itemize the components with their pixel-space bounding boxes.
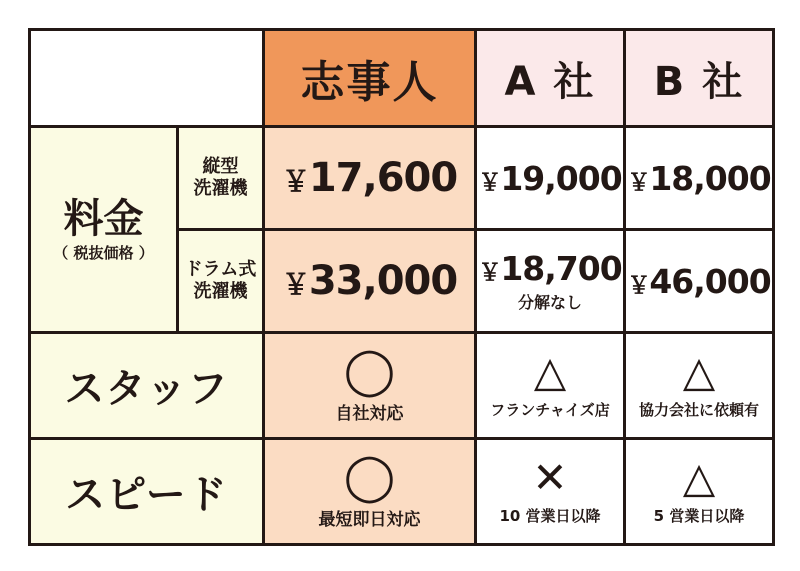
price-number: 17,600 [308,155,458,201]
category-fee-label: 料金 [63,195,144,242]
price-b-vertical [625,127,774,230]
yen-symbol: ￥ [627,169,650,196]
yen-symbol: ￥ [478,260,501,286]
table-row [30,333,774,439]
price-a-drum-note: 分解なし [517,293,582,312]
price-a-drum [476,230,625,333]
staff-main-note: 自社対応 [335,404,404,424]
yen-symbol: ￥ [281,268,309,301]
price-main-vertical-value [282,155,457,201]
speed-b-note: 5 営業日以降 [653,507,745,525]
subcategory-drum-washer [178,230,264,333]
category-staff: スタッフ [30,333,264,439]
price-number: 33,000 [308,258,458,304]
price-main-vertical [264,127,476,230]
speed-main-note: 最短即日対応 [318,510,421,530]
staff-b-note: 協力会社に依頼有 [638,401,759,419]
staff-a-note: フランチャイズ店 [490,401,610,419]
price-b-vertical-value [627,159,770,198]
price-number: 18,000 [649,158,771,198]
triangle-icon: △ [682,347,716,396]
subcategory-line-2: 洗濯機 [193,178,248,199]
category-fee-note: （ 税抜価格 ） [53,243,154,262]
price-main-drum [264,230,476,333]
circle-icon: ◯ [343,449,396,503]
speed-b-cell [625,439,774,545]
staff-a-cell [476,333,625,439]
category-speed: スピード [30,439,264,545]
speed-main-cell [264,439,476,545]
price-a-vertical-value [478,159,621,198]
subcategory-line-1: 縦型 [202,156,239,178]
speed-a-note: 10 営業日以降 [499,507,601,525]
yen-symbol: ￥ [281,165,309,198]
price-a-drum-value [478,249,621,288]
speed-a-cell [476,439,625,545]
header-main-company: 志事人 [264,30,476,127]
price-number: 18,700 [500,249,622,288]
subcategory-line-2: 洗濯機 [193,281,248,302]
staff-b-cell [625,333,774,439]
yen-symbol: ￥ [627,272,650,299]
staff-main-cell [264,333,476,439]
subcategory-vertical-washer [178,127,264,230]
category-fee [30,127,178,333]
subcategory-line-1: ドラム式 [184,259,257,281]
header-company-a: A 社 [476,30,625,127]
header-company-b: B 社 [625,30,774,127]
comparison-table [28,28,775,546]
price-number: 46,000 [649,261,771,301]
triangle-icon: △ [682,453,716,502]
header-blank-cell [30,30,264,127]
table-row [30,439,774,545]
table-row [30,127,774,230]
price-a-vertical [476,127,625,230]
table-header-row [30,30,774,127]
triangle-icon: △ [533,347,567,396]
price-number: 19,000 [500,158,622,198]
price-b-drum [625,230,774,333]
price-main-drum-value [282,258,457,304]
cross-icon: ✕ [532,453,568,502]
price-b-drum-value [627,262,770,301]
circle-icon: ◯ [343,343,396,397]
yen-symbol: ￥ [478,169,501,196]
